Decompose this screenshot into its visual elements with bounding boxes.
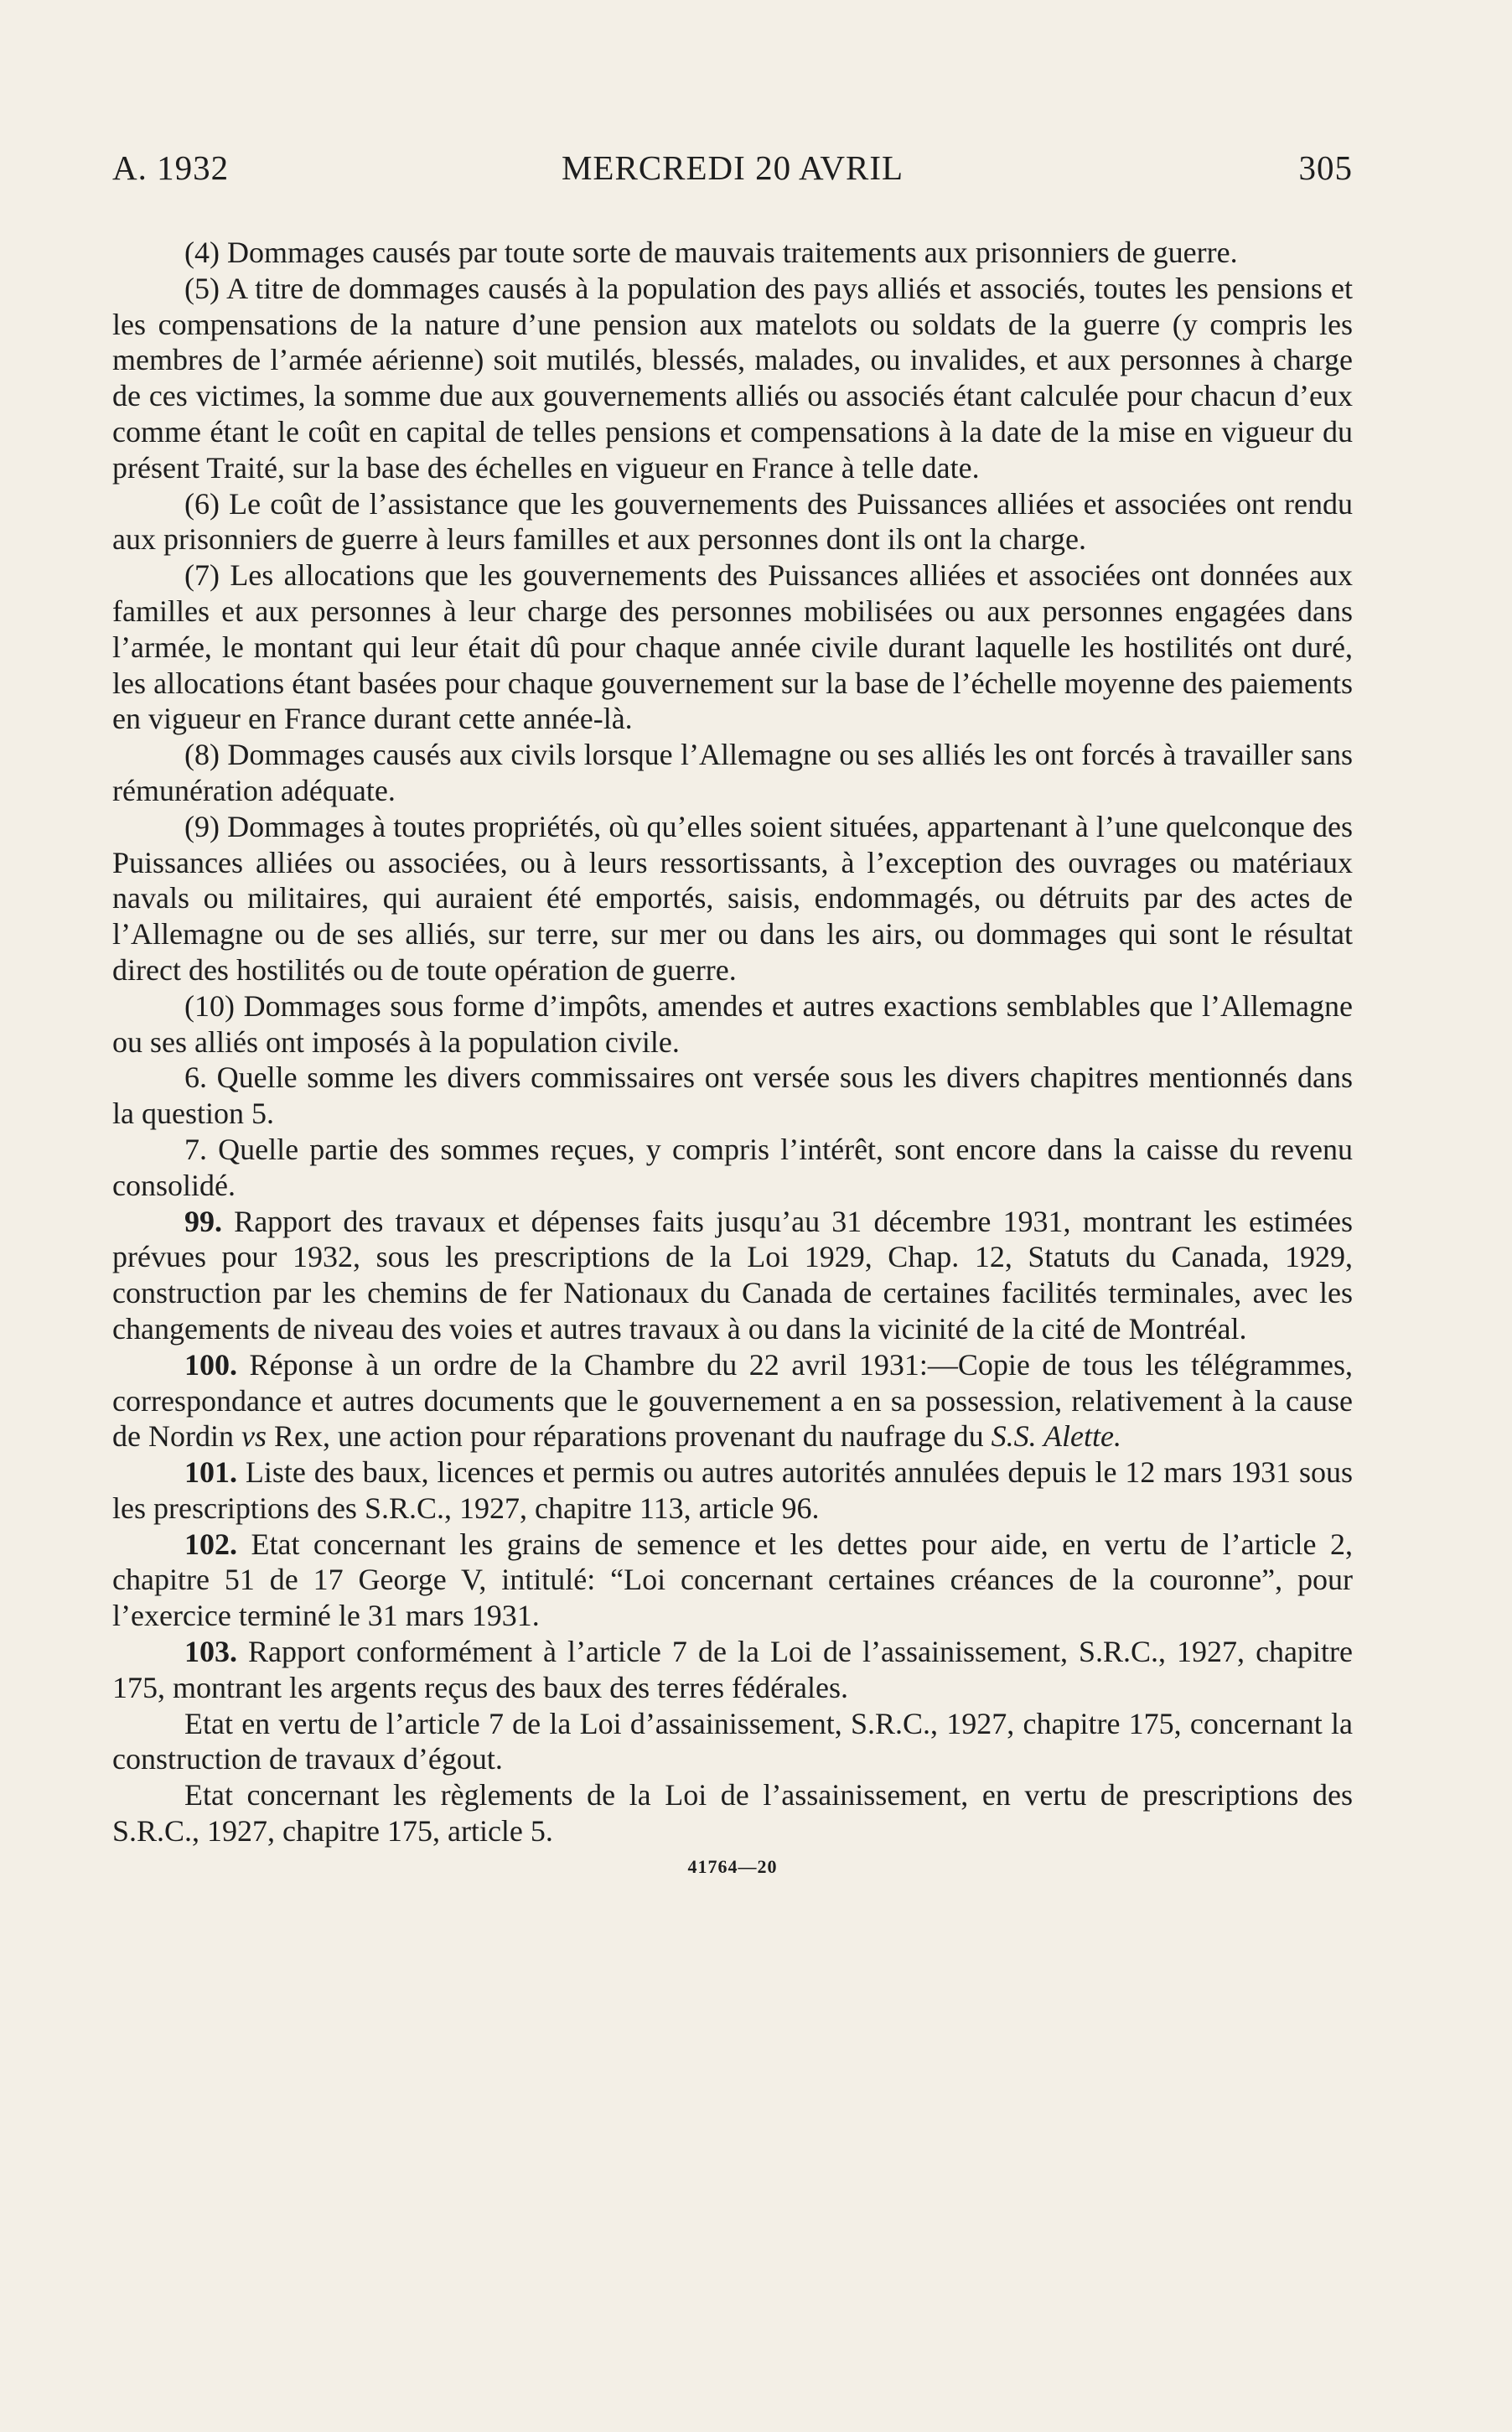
versus-abbrev: vs <box>241 1419 267 1454</box>
clause-10: (10) Dommages sous forme d’impôts, amendes et autres exactions semblables que l’Allemagne ou ses alliés ont imposés à la population civile. <box>112 988 1353 1059</box>
statement-sewage-works: Etat en vertu de l’article 7 de la Loi d’assainissement, S.R.C., 1927, chapitre 175, concernant la construction de travaux d’égout. <box>112 1706 1353 1776</box>
clause-7: (7) Les allocations que les gouvernements des Puissances alliées et associées ont données aux familles et aux personnes à leur charge des personnes mobilisées ou aux personnes engagées dans l’armée, le montant qui leur était dû pour chaque année civile durant laquelle les hostilités ont duré, les allocations étant basées pour chaque gouvernement sur la base de l’échelle moyenne des paiements en vigueur en France durant cette année-là. <box>112 558 1353 736</box>
printer-code: 41764—20 <box>687 1855 778 1877</box>
statement-regulations: Etat concernant les règlements de la Loi de l’assainissement, en vertu de prescriptions des S.R.C., 1927, chapitre 175, article 5. <box>112 1778 1353 1849</box>
page-body <box>112 235 1353 1849</box>
item-text: Liste des baux, licences et permis ou autres autorités annulées depuis le 12 mars 1931 sous les prescriptions des S.R.C., 1927, chapitre 113, article 96. <box>112 1455 1353 1525</box>
ship-name: S.S. Alette. <box>991 1419 1121 1454</box>
item-102 <box>112 1527 1353 1634</box>
item-text-cont: Rex, une action pour réparations provenant du naufrage du <box>266 1419 992 1454</box>
clause-8: (8) Dommages causés aux civils lorsque l’Allemagne ou ses alliés les ont forcés à travailler sans rémunération adéquate. <box>112 738 1353 807</box>
item-text: Etat concernant les grains de semence et les dettes pour aide, en vertu de l’article 2, chapitre 51 de 17 George V, intitulé: “Loi concernant certaines créances de la couronne”, pour l’exercice terminé le 31 mars 1931. <box>112 1527 1353 1633</box>
item-text: Rapport conformément à l’article 7 de la Loi de l’assainissement, S.R.C., 1927, chapitre 175, montrant les argents reçus des baux des terres fédérales. <box>112 1635 1353 1704</box>
journal-page <box>112 148 1353 1878</box>
session-year: A. 1932 <box>112 148 230 187</box>
clause-9: (9) Dommages à toutes propriétés, où qu’elles soient situées, appartenant à l’une quelconque des Puissances alliées ou associées, ou à leurs ressortissants, à l’exception des ouvrages ou matériaux navals ou militaires, qui auraient été emportés, saisis, endommagés, ou détruits par des actes de l’Allemagne ou de ses alliés, sur terre, sur mer ou dans les airs, ou dommages qui sont le résultat direct des hostilités ou de toute opération de guerre. <box>112 809 1353 987</box>
item-99 <box>112 1204 1353 1347</box>
page-number: 305 <box>1298 148 1353 187</box>
running-header <box>112 148 1353 198</box>
item-text: Réponse à un ordre de la Chambre du 22 avril 1931:—Copie de tous les télégrammes, correspondance et autres documents que le gouvernement a en sa possession, relativement à la cause de Nordin <box>112 1347 1353 1454</box>
clause-4: (4) Dommages causés par toute sorte de mauvais traitements aux prisonniers de guerre. <box>184 236 1238 269</box>
question-6: 6. Quelle somme les divers commissaires ont versée sous les divers chapitres mentionnés dans la question 5. <box>112 1060 1353 1131</box>
item-number: 102. <box>184 1527 237 1561</box>
item-103 <box>112 1634 1353 1706</box>
item-number: 101. <box>184 1455 237 1490</box>
item-100 <box>112 1347 1353 1455</box>
clause-5: (5) A titre de dommages causés à la population des pays alliés et associés, toutes les pensions et les compensations de la nature d’une pension aux matelots ou soldats de la guerre (y compris les membres de l’armée aérienne) soit mutilés, blessés, malades, ou invalides, et aux personnes à charge de ces victimes, la somme due aux gouvernements alliés ou associés étant calculée pour chacun d’eux comme étant le coût en capital de telles pensions et compensations à la date de la mise en vigueur du présent Traité, sur la base des échelles en vigueur en France à telle date. <box>112 271 1353 485</box>
page-date-title: MERCREDI 20 AVRIL <box>561 148 904 187</box>
clause-6: (6) Le coût de l’assistance que les gouvernements des Puissances alliées et associées ont rendu aux prisonniers de guerre à leurs familles et aux personnes dont ils ont la charge. <box>112 486 1353 557</box>
item-text: Rapport des travaux et dépenses faits jusqu’au 31 décembre 1931, montrant les estimées prévues pour 1932, sous les prescriptions de la Loi 1929, Chap. 12, Statuts du Canada, 1929, construction par les chemins de fer Nationaux du Canada de certaines facilités terminales, avec les changements de niveau des voies et autres travaux à ou dans la vicinité de la cité de Montréal. <box>112 1204 1353 1346</box>
item-number: 103. <box>184 1635 237 1669</box>
item-number: 100. <box>184 1347 237 1382</box>
item-number: 99. <box>184 1204 222 1238</box>
question-7: 7. Quelle partie des sommes reçues, y compris l’intérêt, sont encore dans la caisse du revenu consolidé. <box>112 1132 1353 1202</box>
item-101 <box>112 1455 1353 1527</box>
